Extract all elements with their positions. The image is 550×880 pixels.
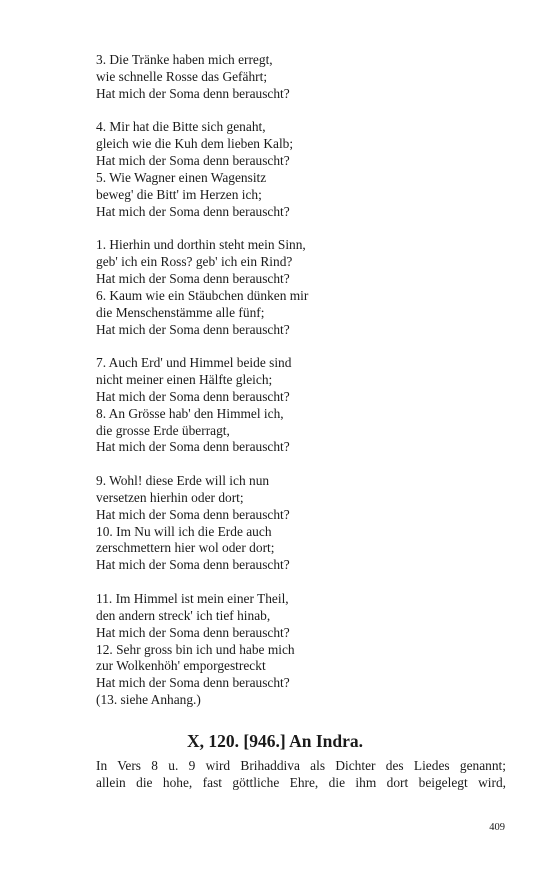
verse-line: 3. Die Tränke haben mich erregt,: [96, 52, 273, 67]
verse-line: Hat mich der Soma denn berauscht?: [96, 506, 290, 522]
page-number: 409: [489, 822, 505, 833]
stanza: [96, 473, 496, 574]
prose-line: allein die hohe, fast göttliche Ehre, die ihm dort beigelegt wird,: [96, 775, 506, 790]
verse-line: Hat mich der Soma denn berauscht?: [96, 557, 290, 573]
verse-line: 8. An Grösse hab' den Himmel ich,: [96, 405, 284, 421]
verse-line: Hat mich der Soma denn berauscht?: [96, 85, 290, 101]
verse-line: zur Wolkenhöh' emporgestreckt: [96, 658, 266, 674]
section-heading: X, 120. [946.] An Indra.: [187, 731, 363, 751]
verse-line: versetzen hierhin oder dort;: [96, 489, 244, 505]
verse-line: Hat mich der Soma denn berauscht?: [96, 388, 290, 404]
verse-line: Hat mich der Soma denn berauscht?: [96, 203, 290, 219]
verse-line: den andern streck' ich tief hinab,: [96, 607, 271, 623]
verse-line: geb' ich ein Ross? geb' ich ein Rind?: [96, 254, 293, 270]
verse-line: 11. Im Himmel ist mein einer Theil,: [96, 591, 289, 606]
stanza: [96, 52, 496, 103]
appendix-note: (13. siehe Anhang.): [96, 692, 201, 708]
stanza: [96, 237, 496, 338]
verse-line: 1. Hierhin und dorthin steht mein Sinn,: [96, 237, 306, 253]
verse-line: Hat mich der Soma denn berauscht?: [96, 624, 290, 640]
verse-line: beweg' die Bitt' im Herzen ich;: [96, 186, 262, 202]
verse-line: Hat mich der Soma denn berauscht?: [96, 675, 290, 691]
poem: [96, 52, 496, 726]
verse-line: 9. Wohl! diese Erde will ich nun: [96, 473, 270, 489]
verse-line: Hat mich der Soma denn berauscht?: [96, 439, 290, 455]
verse-line: zerschmettern hier wol oder dort;: [96, 540, 275, 556]
verse-line: 7. Auch Erd' und Himmel beide sind: [96, 355, 292, 371]
prose-line: In Vers 8 u. 9 wird Brihaddiva als Dichter des Liedes genannt;: [96, 758, 506, 773]
stanza: [96, 355, 496, 456]
verse-line: 6. Kaum wie ein Stäubchen dünken mir: [96, 287, 309, 303]
verse-line: Hat mich der Soma denn berauscht?: [96, 153, 290, 169]
verse-line: 10. Im Nu will ich die Erde auch: [96, 523, 272, 539]
verse-line: die grosse Erde überragt,: [96, 422, 230, 438]
verse-line: Hat mich der Soma denn berauscht?: [96, 321, 290, 337]
prose-paragraph: [96, 757, 506, 791]
verse-line: die Menschenstämme alle fünf;: [96, 304, 265, 320]
verse-line: wie schnelle Rosse das Gefährt;: [96, 68, 268, 84]
verse-line: 5. Wie Wagner einen Wagensitz: [96, 169, 267, 185]
stanza: [96, 591, 496, 709]
stanza: [96, 119, 496, 220]
verse-line: Hat mich der Soma denn berauscht?: [96, 270, 290, 286]
verse-line: 12. Sehr gross bin ich und habe mich: [96, 641, 295, 657]
verse-line: 4. Mir hat die Bitte sich genaht,: [96, 119, 266, 135]
verse-line: gleich wie die Kuh dem lieben Kalb;: [96, 136, 294, 152]
verse-line: nicht meiner einen Hälfte gleich;: [96, 372, 273, 388]
